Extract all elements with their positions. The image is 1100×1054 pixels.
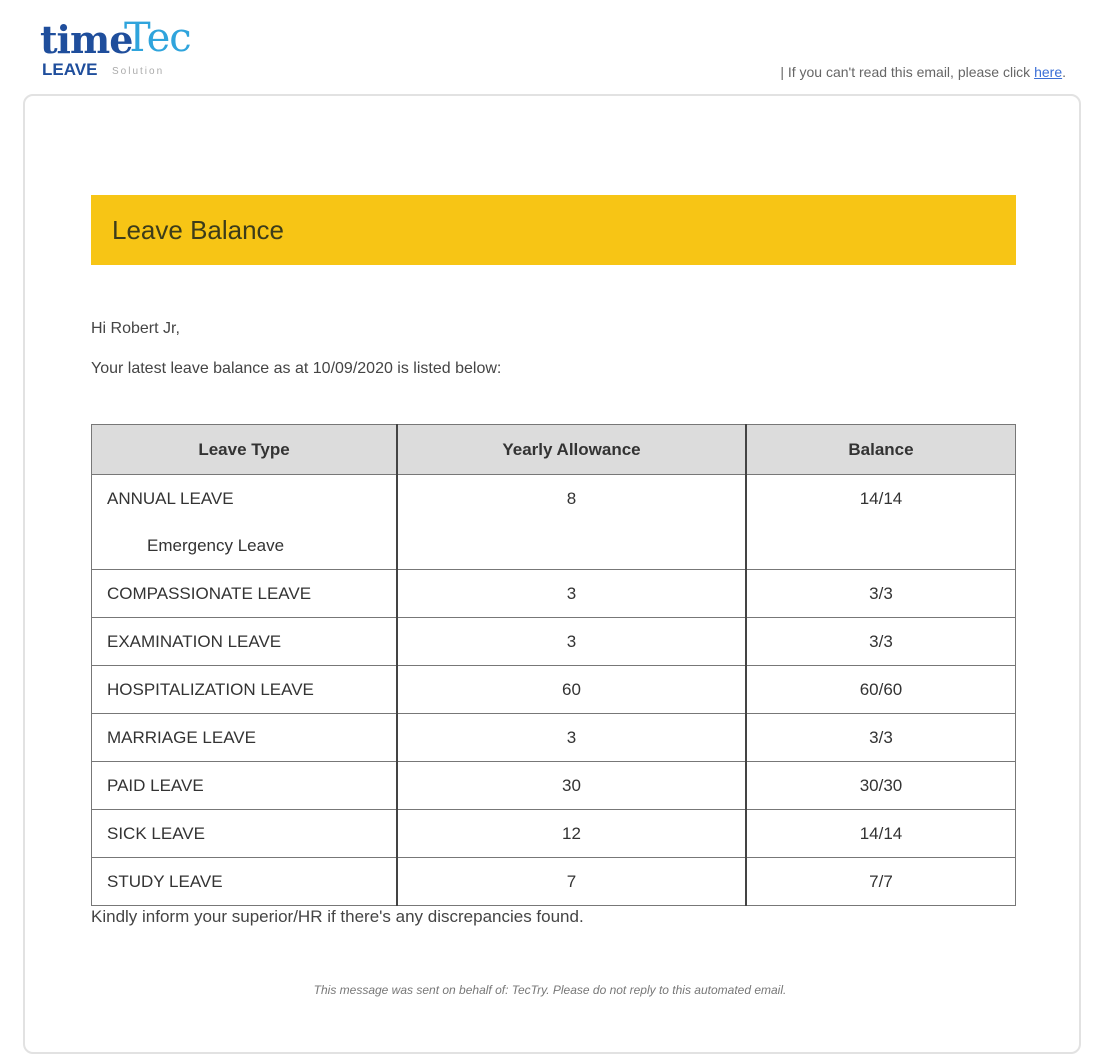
greeting-text: Hi Robert Jr,: [91, 320, 180, 337]
balance-cell: 30/30: [746, 762, 1016, 810]
table-row: [92, 762, 1016, 810]
table-row: [92, 570, 1016, 618]
leave-type-cell: HOSPITALIZATION LEAVE: [92, 666, 398, 714]
intro-text: Your latest leave balance as at 10/09/2020 is listed below:: [91, 360, 502, 377]
table-header-row: [92, 425, 1016, 475]
table-row: [92, 475, 1016, 570]
leave-type-cell: SICK LEAVE: [92, 810, 398, 858]
allowance-cell: 60: [397, 666, 746, 714]
view-note-text: | If you can't read this email, please click: [780, 64, 1035, 80]
footer-disclaimer: This message was sent on behalf of: TecTry. Please do not reply to this automated email.: [313, 983, 787, 997]
balance-cell: 3/3: [746, 618, 1016, 666]
header-leave-type: Leave Type: [92, 425, 398, 475]
banner-title: Leave Balance: [112, 214, 285, 245]
closing-text: Kindly inform your superior/HR if there's any discrepancies found.: [91, 907, 584, 926]
view-note-suffix: .: [1062, 64, 1066, 80]
header-yearly-allowance: Yearly Allowance: [397, 425, 746, 475]
header-balance: Balance: [746, 425, 1016, 475]
allowance-cell: 3: [397, 618, 746, 666]
allowance-cell: 30: [397, 762, 746, 810]
table-row: [92, 810, 1016, 858]
timetec-leave-logo: [40, 16, 190, 82]
table-row: [92, 666, 1016, 714]
leave-type-cell: STUDY LEAVE: [92, 858, 398, 906]
allowance-cell: 8: [397, 475, 746, 570]
leave-type-cell: MARRIAGE LEAVE: [92, 714, 398, 762]
allowance-cell: 3: [397, 714, 746, 762]
view-in-browser-note: [780, 64, 1066, 80]
leave-type-cell: COMPASSIONATE LEAVE: [92, 570, 398, 618]
leave-subtype: Emergency Leave: [147, 536, 285, 555]
balance-cell: 14/14: [746, 475, 1016, 570]
leave-type-cell: PAID LEAVE: [92, 762, 398, 810]
leave-balance-banner: [91, 195, 1016, 265]
balance-cell: 3/3: [746, 714, 1016, 762]
balance-cell: 7/7: [746, 858, 1016, 906]
logo-solution-text: Solution: [112, 66, 165, 77]
balance-cell: 60/60: [746, 666, 1016, 714]
allowance-cell: 3: [397, 570, 746, 618]
allowance-cell: 12: [397, 810, 746, 858]
balance-cell: 3/3: [746, 570, 1016, 618]
allowance-cell: 7: [397, 858, 746, 906]
table-row: [92, 618, 1016, 666]
view-in-browser-link[interactable]: here: [1034, 64, 1063, 80]
table-row: [92, 858, 1016, 906]
leave-balance-table: [91, 424, 1016, 906]
logo-tec-text: Tec: [124, 15, 191, 61]
leave-type-cell: EXAMINATION LEAVE: [92, 618, 398, 666]
balance-cell: 14/14: [746, 810, 1016, 858]
table-row: [92, 714, 1016, 762]
leave-type: ANNUAL LEAVE: [107, 489, 234, 508]
logo-leave-text: LEAVE: [42, 60, 98, 79]
logo-time-text: time: [40, 17, 133, 62]
leave-type-cell: [92, 475, 398, 570]
